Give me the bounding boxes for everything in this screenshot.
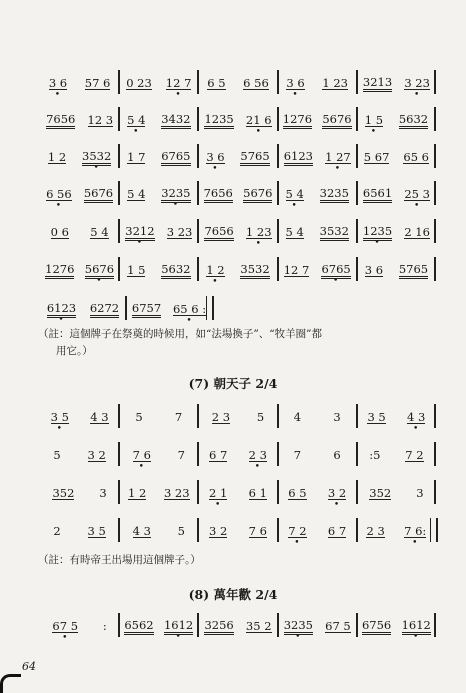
note-group: 5 4 bbox=[127, 186, 146, 201]
page-number: 64 bbox=[22, 660, 36, 673]
note-group: 3213 bbox=[362, 75, 393, 89]
measure bbox=[278, 257, 357, 286]
octave-dot: • bbox=[295, 632, 302, 642]
measure bbox=[40, 219, 119, 245]
octave-dot: • bbox=[370, 126, 378, 137]
octave-dot: • bbox=[62, 632, 69, 643]
octave-dot: • bbox=[138, 461, 145, 472]
measure bbox=[198, 107, 277, 137]
barline bbox=[434, 257, 436, 281]
barline bbox=[356, 518, 358, 542]
note-group: 4 3 bbox=[132, 523, 151, 538]
note-group: 6756 bbox=[361, 618, 392, 632]
note-group: 7 bbox=[293, 448, 302, 462]
barline bbox=[125, 296, 127, 320]
note-group: 3235 bbox=[319, 186, 349, 200]
measure bbox=[198, 442, 277, 472]
barline bbox=[197, 518, 199, 542]
barline bbox=[434, 70, 436, 94]
barline bbox=[434, 480, 436, 504]
note-group: 65 6 : • bbox=[172, 301, 207, 326]
barline bbox=[118, 257, 120, 281]
barline bbox=[197, 107, 199, 131]
barline bbox=[118, 107, 120, 131]
octave-dot: • bbox=[333, 499, 341, 510]
note-group: 3 6 • bbox=[48, 75, 68, 100]
octave-dot: • bbox=[294, 537, 301, 548]
note-group: 1612 • bbox=[163, 618, 194, 642]
note-group: 3 bbox=[99, 486, 107, 500]
note-group: 4 3 • bbox=[407, 409, 426, 434]
measure bbox=[357, 613, 436, 642]
note-group: 1 2 bbox=[128, 485, 147, 500]
note-group: 3 5 • bbox=[50, 409, 69, 434]
note-group: 5 67 bbox=[363, 149, 390, 164]
footnote-line: （註：這個牌子在祭奠的時候用，如“法場換子”、“牧羊圈”都 bbox=[38, 328, 322, 340]
barline bbox=[356, 219, 358, 243]
barline bbox=[434, 404, 436, 428]
barline bbox=[197, 480, 199, 504]
staff-line bbox=[40, 518, 436, 548]
note-group: 7 bbox=[174, 410, 183, 424]
barline bbox=[356, 181, 358, 205]
octave-dot: • bbox=[93, 163, 100, 173]
note-group: 5 bbox=[256, 410, 265, 424]
note-group: 6757 bbox=[131, 301, 162, 315]
measure bbox=[357, 518, 436, 548]
note-group: 5 bbox=[53, 448, 61, 462]
final-barline bbox=[430, 518, 438, 542]
note-group: 3 5 bbox=[87, 523, 106, 538]
barline bbox=[356, 144, 358, 168]
barline bbox=[118, 70, 120, 94]
measure bbox=[40, 107, 119, 133]
note-group: 3235 • bbox=[283, 618, 313, 642]
note-group: 5676 • bbox=[84, 262, 115, 286]
barline bbox=[118, 518, 120, 542]
note-group: 5 4 bbox=[285, 224, 304, 239]
note-group: :5 bbox=[369, 448, 381, 462]
note-group: 1 5 bbox=[127, 262, 146, 277]
barline bbox=[197, 144, 199, 168]
note-group: 1 23 • bbox=[245, 224, 272, 249]
barline bbox=[197, 613, 199, 637]
note-group: 1235 bbox=[204, 112, 234, 126]
note-group: : bbox=[102, 619, 107, 633]
note-group: 0 23 bbox=[126, 75, 152, 90]
staff-line bbox=[40, 480, 436, 510]
octave-dot: • bbox=[215, 499, 222, 510]
note-group: 3 5 bbox=[367, 409, 386, 424]
note-group: 6 7 bbox=[209, 447, 228, 462]
staff-line bbox=[40, 404, 436, 434]
note-group: 3532 bbox=[240, 262, 270, 276]
note-group: 2 bbox=[53, 524, 61, 538]
note-group: 5765 bbox=[240, 149, 270, 163]
footnote-line: 用它。） bbox=[56, 345, 93, 357]
note-group: 3212 • bbox=[125, 224, 155, 248]
staff-line bbox=[40, 257, 436, 287]
barline bbox=[434, 613, 436, 637]
measure bbox=[278, 181, 357, 211]
barline bbox=[356, 257, 358, 281]
measure bbox=[119, 442, 198, 472]
measure bbox=[198, 613, 277, 639]
staff-line bbox=[40, 70, 436, 100]
octave-dot: • bbox=[136, 238, 144, 248]
barline bbox=[356, 107, 358, 131]
note-group: 3 6 • bbox=[286, 75, 305, 100]
note-group: 57 6 bbox=[84, 75, 111, 90]
barline bbox=[356, 404, 358, 428]
octave-dot: • bbox=[413, 632, 420, 642]
barline bbox=[277, 144, 279, 168]
measure bbox=[198, 518, 277, 544]
measure bbox=[119, 144, 198, 170]
barline bbox=[277, 442, 279, 466]
note-group: 7 2 • bbox=[288, 523, 307, 548]
note-group: 3 bbox=[333, 410, 341, 424]
measure bbox=[198, 181, 277, 207]
measure bbox=[278, 404, 357, 430]
note-group: 3432 bbox=[161, 112, 191, 126]
note-group: 5676 bbox=[243, 186, 273, 200]
note-group: 6765 bbox=[161, 149, 191, 163]
measure bbox=[278, 442, 357, 468]
footnote bbox=[38, 552, 438, 569]
note-group: 3532 • bbox=[82, 149, 112, 173]
barline bbox=[277, 518, 279, 542]
note-group: 6 5 bbox=[288, 485, 307, 500]
note-group: 5 4 • bbox=[285, 186, 304, 211]
octave-dot: • bbox=[413, 200, 421, 211]
measure bbox=[278, 219, 357, 245]
measure bbox=[40, 480, 119, 506]
measure bbox=[126, 296, 212, 326]
note-group: 5 4 • bbox=[127, 112, 146, 137]
note-group: 6561 bbox=[362, 186, 393, 200]
note-group: 2 1 • bbox=[209, 485, 228, 510]
note-group: 5 4 bbox=[90, 224, 109, 239]
octave-dot: • bbox=[413, 423, 420, 434]
barline bbox=[434, 144, 436, 168]
note-group: 12 3 bbox=[87, 112, 114, 127]
barline bbox=[277, 107, 279, 131]
measure bbox=[278, 70, 357, 100]
measure bbox=[40, 518, 119, 544]
note-group: 5 bbox=[177, 524, 185, 538]
barline bbox=[434, 107, 436, 131]
piece-title: (8) 萬年歡 2/4 bbox=[188, 587, 278, 602]
measure bbox=[278, 613, 357, 642]
octave-dot: • bbox=[56, 423, 63, 434]
measure bbox=[198, 257, 277, 287]
note-group: 1276 bbox=[45, 262, 75, 276]
piece-title: (7) 朝天子 2/4 bbox=[188, 376, 278, 391]
note-group: 21 6 • bbox=[245, 112, 272, 137]
measure bbox=[119, 219, 198, 248]
octave-dot: • bbox=[172, 200, 180, 210]
note-group: 2 3 bbox=[211, 409, 231, 424]
note-group: 352 bbox=[369, 485, 392, 500]
note-group: 7 6: • bbox=[404, 523, 427, 548]
octave-dot: • bbox=[412, 537, 419, 548]
note-group: 7 6 bbox=[248, 523, 267, 538]
note-group: 3 2 bbox=[87, 447, 106, 462]
note-group: 6 5 bbox=[207, 75, 226, 90]
measure bbox=[119, 518, 198, 544]
note-group: 25 3 • bbox=[404, 186, 430, 211]
octave-dot: • bbox=[332, 276, 340, 286]
octave-dot: • bbox=[254, 461, 261, 472]
measure bbox=[119, 107, 198, 137]
note-group: 4 3 bbox=[90, 409, 109, 424]
note-group: 3 2 • bbox=[327, 485, 347, 510]
note-group: 5632 bbox=[398, 112, 429, 126]
measure bbox=[278, 107, 357, 133]
barline bbox=[118, 442, 120, 466]
measure bbox=[357, 144, 436, 170]
octave-dot: • bbox=[292, 89, 299, 100]
note-group: 6562 bbox=[124, 618, 154, 632]
note-group: 1 5 • bbox=[364, 112, 384, 137]
measure bbox=[40, 144, 119, 173]
measure bbox=[40, 181, 119, 211]
octave-dot: • bbox=[413, 89, 421, 100]
measure bbox=[357, 442, 436, 468]
note-group: 1612 • bbox=[401, 618, 431, 642]
barline bbox=[197, 257, 199, 281]
measure bbox=[119, 613, 198, 642]
barline bbox=[434, 181, 436, 205]
note-group: 3 bbox=[416, 486, 424, 500]
note-group: 6123 bbox=[283, 149, 313, 163]
note-group: 5765 bbox=[398, 262, 429, 276]
octave-dot: • bbox=[255, 126, 262, 137]
note-group: 0 6 bbox=[50, 224, 69, 239]
note-group: 67 5 • bbox=[52, 618, 79, 643]
note-group: 3 6 bbox=[364, 262, 384, 277]
staff-line bbox=[40, 181, 436, 211]
staff-line bbox=[40, 219, 436, 249]
measure bbox=[357, 404, 436, 434]
note-group: 6 7 bbox=[327, 523, 347, 538]
note-group: 67 5 bbox=[325, 618, 351, 633]
note-group: 6123 • bbox=[46, 301, 77, 325]
footnote bbox=[38, 326, 438, 360]
footnote-line: （註：有時帝王出場用這個牌子。） bbox=[38, 554, 201, 566]
measure bbox=[278, 144, 357, 174]
staff-line bbox=[40, 442, 436, 472]
note-group: 1 23 bbox=[322, 75, 348, 90]
staff-line bbox=[40, 613, 436, 643]
note-group: 65 6 bbox=[403, 149, 429, 164]
barline bbox=[118, 181, 120, 205]
note-group: 6765 • bbox=[321, 262, 351, 286]
barline bbox=[118, 404, 120, 428]
measure bbox=[119, 257, 198, 283]
barline bbox=[356, 70, 358, 94]
barline bbox=[434, 219, 436, 243]
octave-dot: • bbox=[133, 126, 140, 137]
staff-line bbox=[40, 296, 212, 326]
note-group: 5 bbox=[135, 410, 143, 424]
staff-line bbox=[40, 144, 436, 174]
note-group: 2 3 bbox=[366, 523, 385, 538]
barline bbox=[197, 181, 199, 205]
note-group: 2 16 bbox=[404, 224, 430, 239]
octave-dot: • bbox=[58, 315, 65, 325]
note-group: 7656 bbox=[46, 112, 76, 126]
octave-dot: • bbox=[54, 89, 62, 100]
final-barline bbox=[206, 296, 214, 320]
note-group: 352 bbox=[52, 485, 75, 500]
measure bbox=[198, 404, 277, 430]
note-group: 6 56 • bbox=[46, 186, 72, 211]
measure bbox=[357, 480, 436, 506]
measure bbox=[40, 257, 119, 286]
note-group: 12 7 • bbox=[165, 75, 192, 100]
barline bbox=[197, 442, 199, 466]
measure bbox=[119, 404, 198, 430]
measure bbox=[40, 442, 119, 468]
measure bbox=[40, 296, 126, 325]
note-group: 6 1 bbox=[248, 485, 267, 500]
measure bbox=[40, 404, 119, 434]
barline bbox=[356, 613, 358, 637]
barline bbox=[118, 480, 120, 504]
note-group: 3 6 • bbox=[206, 149, 225, 174]
note-group: 1 27 • bbox=[325, 149, 351, 174]
octave-dot: • bbox=[55, 200, 63, 211]
measure bbox=[198, 480, 277, 510]
scan-edge-mark bbox=[0, 674, 21, 693]
measure bbox=[119, 181, 198, 210]
measure bbox=[278, 480, 357, 510]
barline bbox=[277, 70, 279, 94]
note-group: 6 56 bbox=[243, 75, 269, 90]
measure bbox=[198, 219, 277, 249]
note-group: 7 6 • bbox=[132, 447, 151, 472]
note-group: 3256 bbox=[204, 618, 234, 632]
measure bbox=[357, 70, 436, 100]
measure bbox=[198, 144, 277, 174]
measure bbox=[40, 70, 119, 100]
barline bbox=[277, 480, 279, 504]
octave-dot: • bbox=[96, 276, 103, 286]
note-group: 1235 • bbox=[362, 224, 393, 248]
note-group: 6272 bbox=[89, 301, 120, 315]
barline bbox=[197, 219, 199, 243]
note-group: 1 2 • bbox=[206, 262, 225, 287]
note-group: 35 2 bbox=[245, 618, 272, 633]
measure bbox=[357, 107, 436, 137]
measure bbox=[357, 257, 436, 283]
octave-dot: • bbox=[175, 89, 182, 100]
note-group: 4 bbox=[293, 410, 302, 424]
measure bbox=[357, 219, 436, 248]
measure bbox=[40, 613, 119, 643]
note-group: 3 23 bbox=[166, 224, 193, 239]
barline bbox=[118, 144, 120, 168]
barline bbox=[356, 442, 358, 466]
note-group: 6 bbox=[333, 448, 341, 462]
measure bbox=[119, 70, 198, 100]
barline bbox=[277, 219, 279, 243]
note-group: 3532 bbox=[319, 224, 349, 238]
barline bbox=[277, 404, 279, 428]
octave-dot: • bbox=[334, 163, 342, 174]
note-group: 3 23 • bbox=[404, 75, 430, 100]
note-group: 1276 bbox=[282, 112, 313, 126]
note-group: 5676 bbox=[83, 186, 114, 200]
note-group: 5632 bbox=[161, 262, 191, 276]
octave-dot: • bbox=[212, 276, 219, 287]
octave-dot: • bbox=[175, 632, 182, 642]
barline bbox=[277, 613, 279, 637]
note-group: 1 7 bbox=[127, 149, 146, 164]
octave-dot: • bbox=[212, 163, 219, 174]
barline bbox=[118, 219, 120, 243]
note-group: 3235 • bbox=[161, 186, 191, 210]
note-group: 1 2 bbox=[47, 149, 67, 164]
measure bbox=[357, 181, 436, 211]
octave-dot: • bbox=[255, 238, 262, 249]
note-group: 12 7 bbox=[283, 262, 310, 277]
note-group: 3 23 bbox=[163, 485, 190, 500]
octave-dot: • bbox=[374, 238, 381, 248]
barline bbox=[197, 70, 199, 94]
note-group: 2 3 • bbox=[248, 447, 267, 472]
note-group: 7656 bbox=[204, 224, 234, 238]
note-group: 5676 bbox=[322, 112, 352, 126]
octave-dot: • bbox=[186, 315, 193, 326]
barline bbox=[356, 480, 358, 504]
octave-dot: • bbox=[291, 200, 298, 211]
measure bbox=[198, 70, 277, 96]
note-group: 3 2 bbox=[209, 523, 228, 538]
barline bbox=[197, 404, 199, 428]
barline bbox=[118, 613, 120, 637]
barline bbox=[434, 442, 436, 466]
barline bbox=[277, 181, 279, 205]
note-group: 7 2 bbox=[405, 447, 424, 462]
measure bbox=[119, 480, 198, 506]
note-group: 7 bbox=[177, 448, 185, 462]
measure bbox=[278, 518, 357, 548]
note-group: 7656 bbox=[203, 186, 233, 200]
barline bbox=[277, 257, 279, 281]
staff-line bbox=[40, 107, 436, 137]
